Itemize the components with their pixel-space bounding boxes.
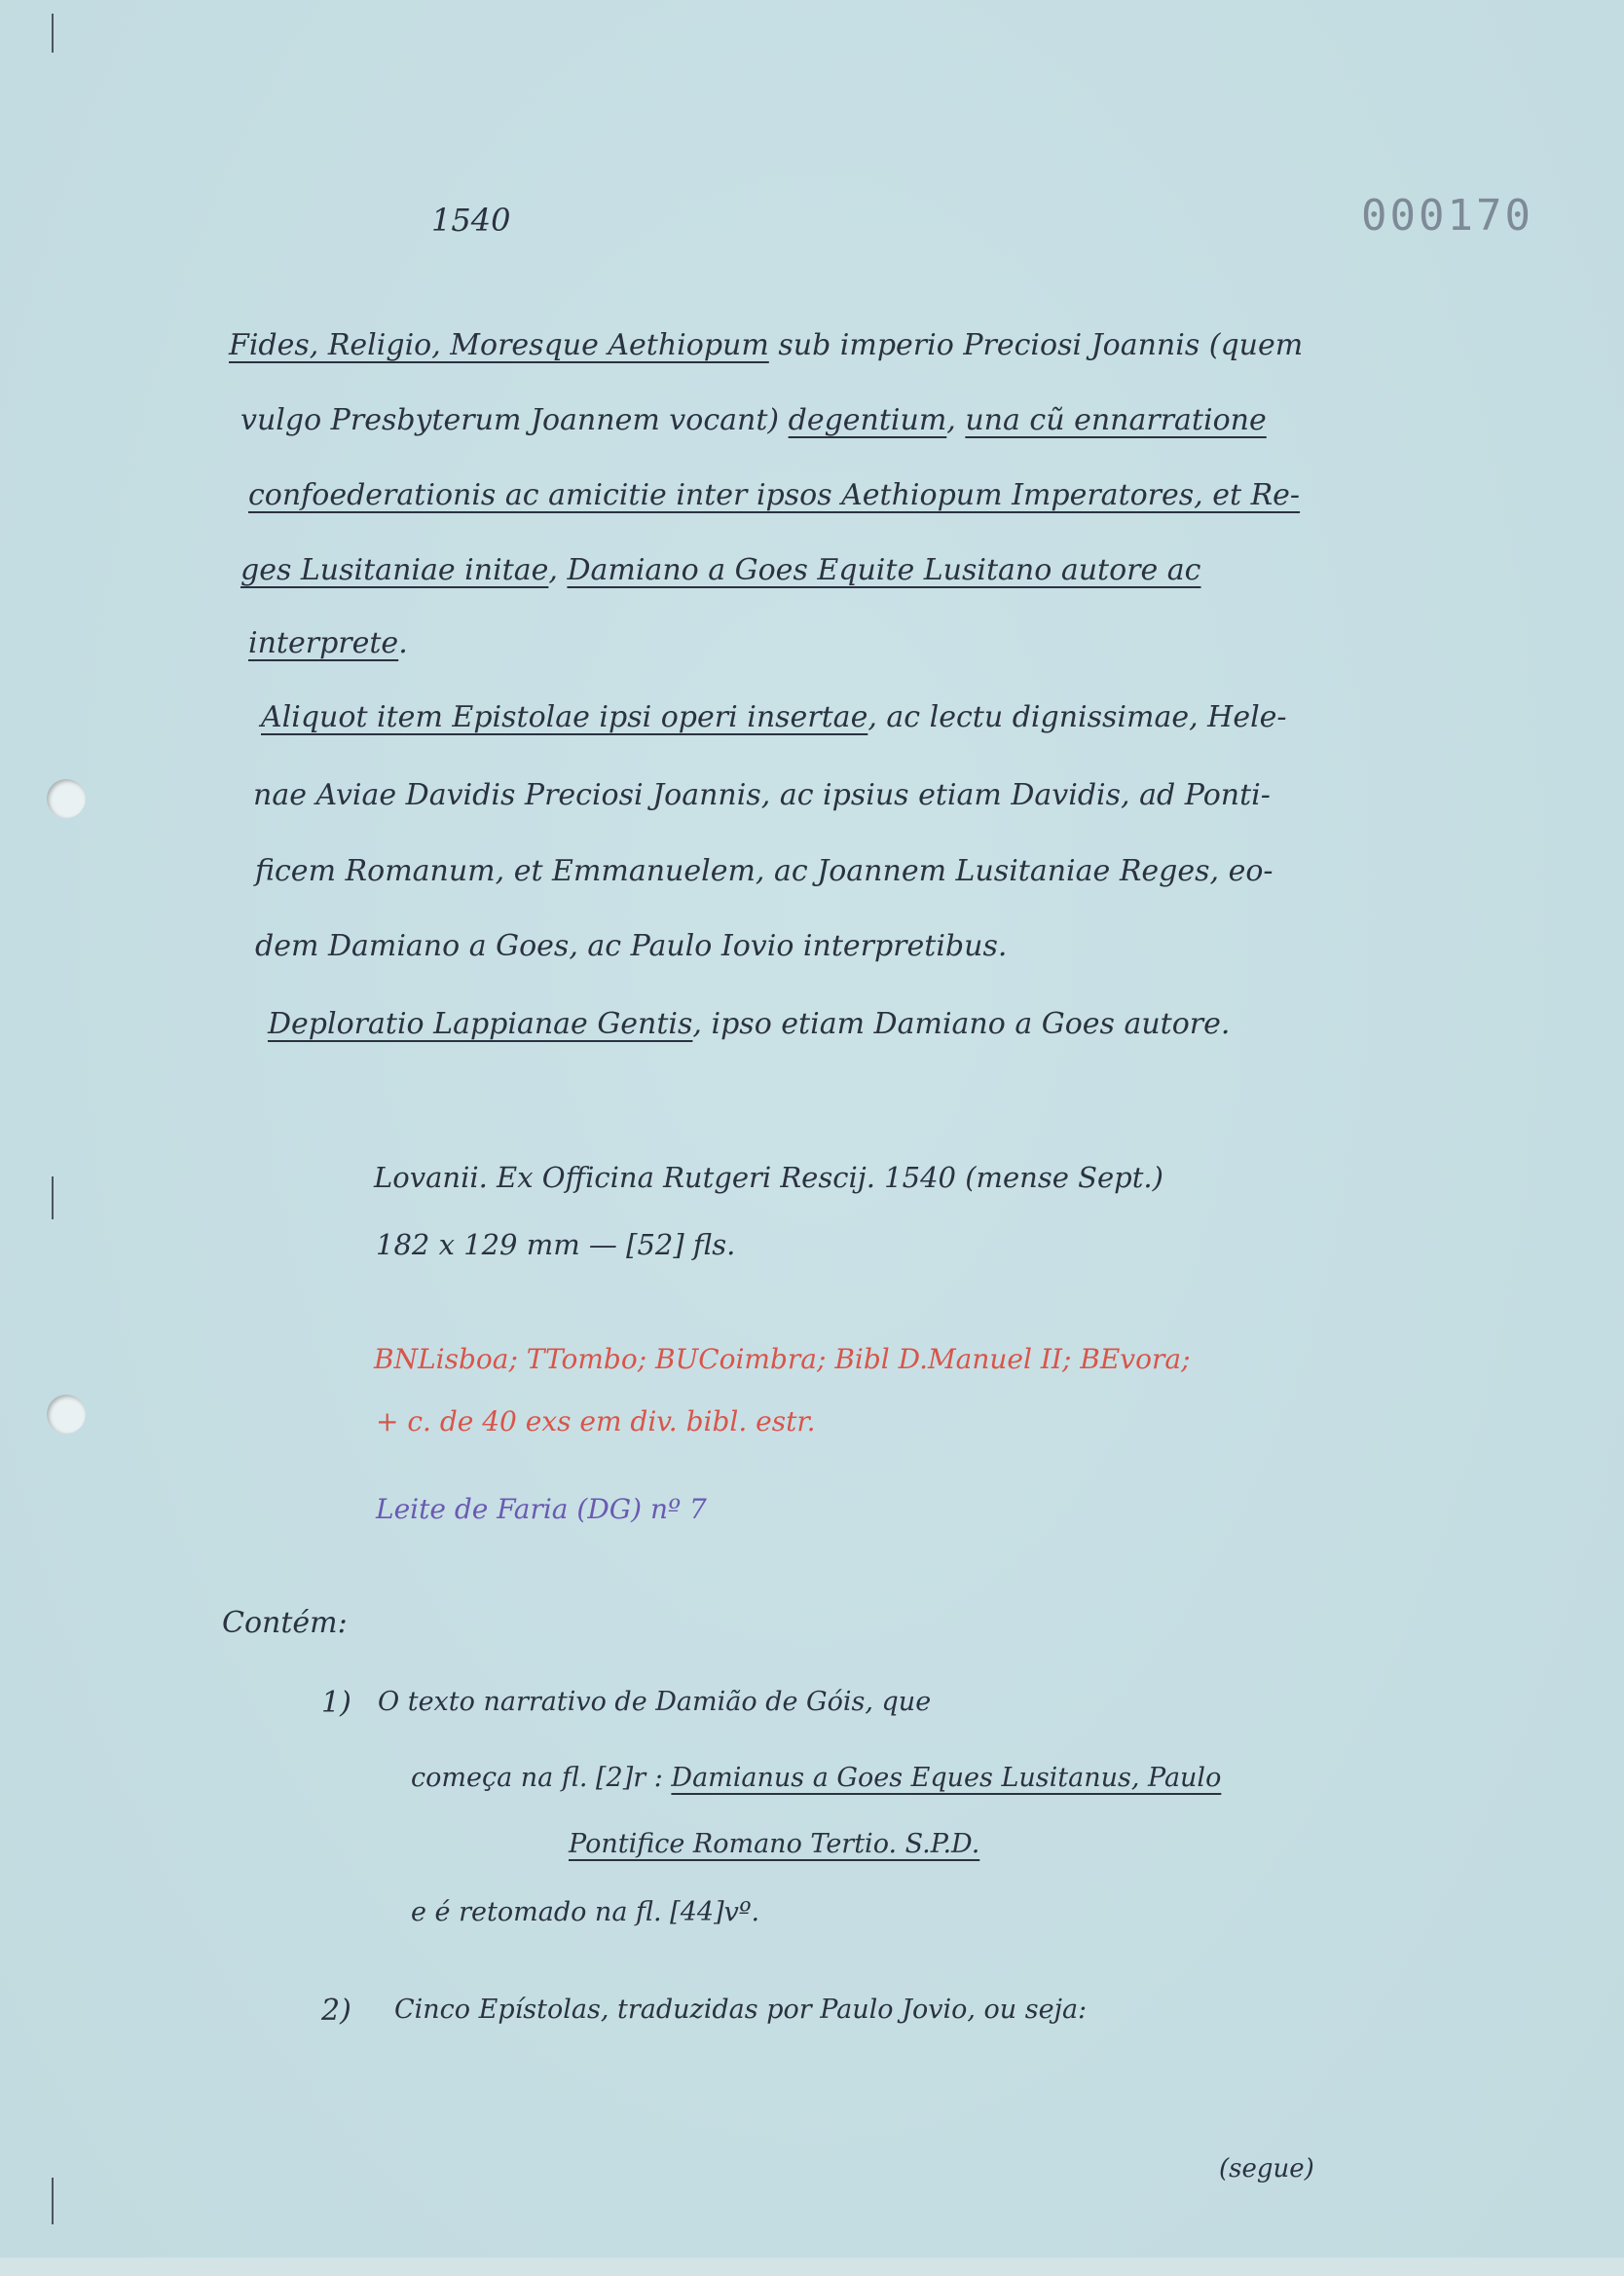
- bibliographic-reference: Leite de Faria (DG) nº 7: [376, 1493, 707, 1525]
- text-segment: ,: [946, 403, 966, 437]
- contents-item-1-title-start: Damianus a Goes Eques Lusitanus, Paulo: [671, 1763, 1222, 1793]
- page-number-stamp: 000170: [1361, 191, 1533, 241]
- text-segment: interprete: [248, 626, 399, 660]
- year-heading: 1540: [431, 202, 511, 239]
- text-segment: Aliquot item Epistolae ipsi operi insertae: [261, 700, 868, 734]
- imprint-line: Lovanii. Ex Officina Rutgeri Rescij. 1540 (mense Sept.): [374, 1161, 1163, 1194]
- text-segment: una cũ ennarratione: [965, 403, 1267, 437]
- title-line-2: [240, 403, 1267, 437]
- contents-item-1-prefix: começa na fl. [2]r :: [411, 1763, 672, 1793]
- title-line-5: [248, 626, 408, 660]
- title-line-4: [240, 553, 1201, 587]
- text-segment: ,: [548, 553, 568, 587]
- text-segment: Fides, Religio, Moresque Aethiopum: [229, 328, 769, 362]
- text-segment: ficem Romanum, et Emmanuelem, ac Joannem Lusitaniae Reges, eo-: [255, 854, 1273, 888]
- margin-tick-middle: [52, 1176, 54, 1219]
- title-line-8: [255, 854, 1273, 888]
- text-segment: vulgo Presbyterum Joannem vocant): [240, 403, 789, 437]
- scan-edge: [0, 2257, 1624, 2276]
- text-segment: nae Aviae Davidis Preciosi Joannis, ac ipsius etiam Davidis, ad Ponti-: [253, 778, 1271, 812]
- margin-tick-bottom: [52, 2178, 54, 2224]
- holdings-line-1: BNLisboa; TTombo; BUCoimbra; Bibl D.Manuel II; BEvora;: [374, 1343, 1191, 1375]
- punch-hole-upper: [47, 779, 86, 818]
- contents-item-1-line-2: [411, 1765, 1221, 1791]
- text-segment: sub imperio Preciosi Joannis (quem: [768, 328, 1304, 362]
- text-segment: .: [398, 626, 408, 660]
- contents-item-2-line-1: Cinco Epístolas, traduzidas por Paulo Jovio, ou seja:: [394, 1995, 1088, 2025]
- title-line-9: [255, 929, 1008, 963]
- title-line-3: [248, 478, 1301, 512]
- contents-item-1-line-4: e é retomado na fl. [44]vº.: [411, 1897, 760, 1927]
- text-segment: Deploratio Lappianae Gentis: [268, 1007, 693, 1041]
- text-segment: confoederationis ac amicitie inter ipsos Aethiopum Imperatores, et Re-: [248, 478, 1301, 512]
- title-line-1: [229, 328, 1304, 362]
- text-segment: Damiano a Goes Equite Lusitano autore ac: [567, 553, 1201, 587]
- text-segment: , ac lectu dignissimae, Hele-: [867, 700, 1287, 734]
- format-line: 182 x 129 mm — [52] fls.: [376, 1228, 736, 1261]
- text-segment: ges Lusitaniae initae: [240, 553, 549, 587]
- contents-item-1-number: 1): [321, 1686, 351, 1720]
- title-line-7: [253, 778, 1271, 812]
- margin-tick-top: [52, 14, 54, 53]
- holdings-line-2: + c. de 40 exs em div. bibl. estr.: [376, 1405, 816, 1437]
- title-line-10: [268, 1007, 1231, 1041]
- title-line-6: [261, 700, 1287, 734]
- contents-item-1-line-1: O texto narrativo de Damião de Góis, que: [378, 1687, 932, 1717]
- text-segment: dem Damiano a Goes, ac Paulo Iovio interpretibus.: [255, 929, 1008, 963]
- continued-note: (segue): [1219, 2154, 1314, 2183]
- contents-item-2-number: 2): [321, 1994, 351, 2028]
- punch-hole-lower: [47, 1395, 86, 1434]
- contents-heading: Contém:: [222, 1606, 348, 1640]
- text-segment: degentium: [788, 403, 947, 437]
- contents-item-1-title-end: Pontifice Romano Tertio. S.P.D.: [569, 1829, 980, 1859]
- text-segment: , ipso etiam Damiano a Goes autore.: [692, 1007, 1231, 1041]
